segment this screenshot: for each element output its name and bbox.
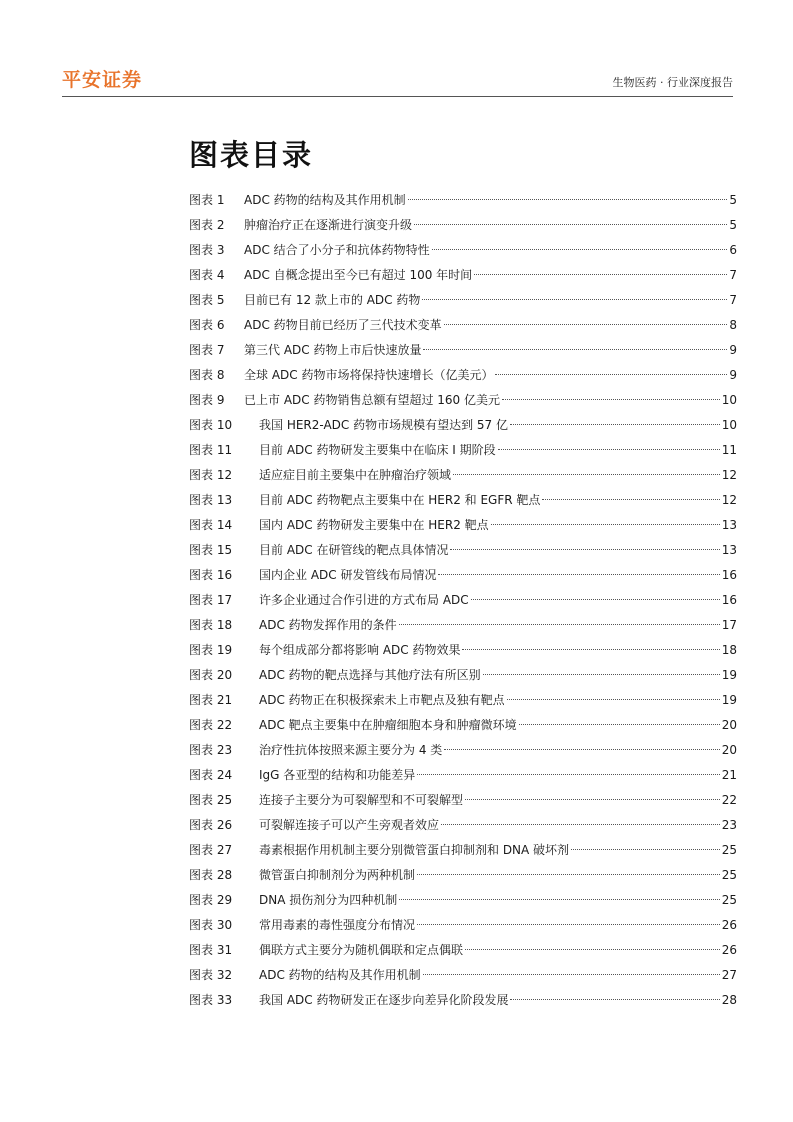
- toc-figure-title: ADC 药物的结构及其作用机制: [259, 968, 421, 982]
- toc-page-number: 11: [721, 443, 737, 457]
- toc-figure-title: 目前 ADC 在研管线的靶点具体情况: [259, 543, 449, 557]
- toc-figure-label: 图表 19: [189, 643, 233, 657]
- toc-page-number: 20: [721, 718, 737, 732]
- toc-dot-leader: [571, 849, 720, 850]
- toc-page-number: 17: [721, 618, 737, 632]
- toc-figure-label: 图表 21: [189, 693, 233, 707]
- toc-page-number: 26: [721, 918, 737, 932]
- toc-dot-leader: [423, 974, 720, 975]
- toc-figure-label: 图表 22: [189, 718, 233, 732]
- toc-page-number: 20: [721, 743, 737, 757]
- toc-page-number: 10: [721, 393, 737, 407]
- toc-page-number: 25: [721, 868, 737, 882]
- toc-figure-label: 图表 14: [189, 518, 233, 532]
- toc-dot-leader: [450, 549, 719, 550]
- toc-figure-label: 图表 13: [189, 493, 233, 507]
- toc-entry[interactable]: [189, 638, 737, 663]
- toc-figure-label: 图表 29: [189, 893, 233, 907]
- toc-figure-title: 毒素根据作用机制主要分别微管蛋白抑制剂和 DNA 破坏剂: [259, 843, 570, 857]
- toc-figure-title: 我国 ADC 药物研发正在逐步向差异化阶段发展: [259, 993, 509, 1007]
- toc-figure-label: 图表 4: [189, 268, 225, 282]
- toc-dot-leader: [417, 874, 720, 875]
- toc-page-number: 12: [721, 468, 737, 482]
- toc-figure-label: 图表 17: [189, 593, 233, 607]
- toc-entry[interactable]: [189, 513, 737, 538]
- toc-dot-leader: [399, 624, 720, 625]
- toc-figure-title: 常用毒素的毒性强度分布情况: [259, 918, 416, 932]
- toc-dot-leader: [465, 799, 720, 800]
- toc-figure-label: 图表 33: [189, 993, 233, 1007]
- toc-page-number: 23: [721, 818, 737, 832]
- toc-page-number: 12: [721, 493, 737, 507]
- toc-entry[interactable]: [189, 438, 737, 463]
- toc-entry[interactable]: [189, 688, 737, 713]
- toc-dot-leader: [438, 574, 719, 575]
- toc-dot-leader: [519, 724, 720, 725]
- toc-page-number: 16: [721, 593, 737, 607]
- toc-figure-title: 每个组成部分都将影响 ADC 药物效果: [259, 643, 461, 657]
- toc-figure-label: 图表 18: [189, 618, 233, 632]
- toc-dot-leader: [462, 649, 719, 650]
- toc-figure-label: 图表 15: [189, 543, 233, 557]
- toc-figure-title: 偶联方式主要分为随机偶联和定点偶联: [259, 943, 464, 957]
- toc-page-number: 16: [721, 568, 737, 582]
- toc-page-number: 7: [729, 268, 737, 282]
- toc-page-number: 8: [729, 318, 737, 332]
- toc-entry[interactable]: [189, 663, 737, 688]
- toc-entry[interactable]: [189, 838, 737, 863]
- toc-figure-title: 微管蛋白抑制剂分为两种机制: [259, 868, 416, 882]
- toc-page-number: 5: [729, 193, 737, 207]
- toc-dot-leader: [441, 824, 720, 825]
- toc-figure-label: 图表 5: [189, 293, 225, 307]
- toc-figure-label: 图表 23: [189, 743, 233, 757]
- toc-dot-leader: [444, 324, 728, 325]
- toc-page-number: 25: [721, 843, 737, 857]
- toc-figure-label: 图表 2: [189, 218, 225, 232]
- toc-entry[interactable]: [189, 813, 737, 838]
- toc-entry[interactable]: [189, 988, 737, 1013]
- toc-dot-leader: [510, 999, 719, 1000]
- header-divider: [62, 96, 733, 97]
- company-logo: 平安证券: [62, 69, 143, 91]
- toc-figure-title: 许多企业通过合作引进的方式布局 ADC: [259, 593, 469, 607]
- toc-figure-title: ADC 自概念提出至今已有超过 100 年时间: [244, 268, 473, 282]
- toc-figure-title: ADC 药物的结构及其作用机制: [244, 193, 406, 207]
- toc-figure-title: 适应症目前主要集中在肿瘤治疗领域: [259, 468, 452, 482]
- toc-entry[interactable]: [189, 888, 737, 913]
- table-of-figures: [189, 188, 737, 1013]
- toc-page-number: 5: [729, 218, 737, 232]
- toc-entry[interactable]: [189, 738, 737, 763]
- toc-entry[interactable]: [189, 313, 737, 338]
- toc-figure-title: ADC 药物的靶点选择与其他疗法有所区别: [259, 668, 481, 682]
- toc-figure-title: 治疗性抗体按照来源主要分为 4 类: [259, 743, 443, 757]
- toc-page-number: 19: [721, 668, 737, 682]
- toc-figure-label: 图表 1: [189, 193, 225, 207]
- toc-figure-title: 可裂解连接子可以产生旁观者效应: [259, 818, 440, 832]
- toc-entry[interactable]: [189, 413, 737, 438]
- toc-dot-leader: [432, 249, 728, 250]
- toc-dot-leader: [502, 399, 720, 400]
- toc-entry[interactable]: [189, 288, 737, 313]
- toc-figure-title: ADC 靶点主要集中在肿瘤细胞本身和肿瘤微环境: [259, 718, 517, 732]
- toc-entry[interactable]: [189, 913, 737, 938]
- toc-figure-title: DNA 损伤剂分为四种机制: [259, 893, 398, 907]
- toc-entry[interactable]: [189, 538, 737, 563]
- toc-figure-label: 图表 10: [189, 418, 233, 432]
- toc-figure-label: 图表 11: [189, 443, 233, 457]
- toc-entry[interactable]: [189, 238, 737, 263]
- page-title: 图表目录: [189, 138, 314, 172]
- toc-figure-title: 国内 ADC 药物研发主要集中在 HER2 靶点: [259, 518, 489, 532]
- toc-page-number: 27: [721, 968, 737, 982]
- toc-dot-leader: [465, 949, 720, 950]
- toc-page-number: 9: [729, 368, 737, 382]
- toc-figure-title: 全球 ADC 药物市场将保持快速增长（亿美元）: [244, 368, 494, 382]
- toc-dot-leader: [422, 299, 727, 300]
- toc-entry[interactable]: [189, 388, 737, 413]
- toc-figure-title: ADC 药物正在积极探索未上市靶点及独有靶点: [259, 693, 505, 707]
- toc-dot-leader: [417, 924, 720, 925]
- toc-figure-title: IgG 各亚型的结构和功能差异: [259, 768, 416, 782]
- toc-figure-label: 图表 27: [189, 843, 233, 857]
- toc-dot-leader: [408, 199, 728, 200]
- toc-entry[interactable]: [189, 963, 737, 988]
- toc-entry[interactable]: [189, 763, 737, 788]
- toc-page-number: 9: [729, 343, 737, 357]
- toc-entry[interactable]: [189, 713, 737, 738]
- toc-entry[interactable]: [189, 188, 737, 213]
- toc-page-number: 19: [721, 693, 737, 707]
- toc-figure-title: 已上市 ADC 药物销售总额有望超过 160 亿美元: [244, 393, 500, 407]
- toc-dot-leader: [423, 349, 727, 350]
- toc-entry[interactable]: [189, 463, 737, 488]
- toc-figure-label: 图表 7: [189, 343, 225, 357]
- toc-figure-title: 连接子主要分为可裂解型和不可裂解型: [259, 793, 464, 807]
- toc-entry[interactable]: [189, 788, 737, 813]
- toc-dot-leader: [507, 699, 720, 700]
- toc-dot-leader: [453, 474, 720, 475]
- toc-dot-leader: [483, 674, 720, 675]
- toc-page-number: 7: [729, 293, 737, 307]
- toc-page-number: 26: [721, 943, 737, 957]
- toc-figure-title: 目前 ADC 药物研发主要集中在临床 I 期阶段: [259, 443, 496, 457]
- toc-figure-label: 图表 9: [189, 393, 225, 407]
- toc-page-number: 18: [721, 643, 737, 657]
- report-type: 生物医药 · 行业深度报告: [612, 76, 733, 89]
- toc-figure-title: 我国 HER2-ADC 药物市场规模有望达到 57 亿: [259, 418, 509, 432]
- toc-page-number: 13: [721, 543, 737, 557]
- toc-figure-title: 目前已有 12 款上市的 ADC 药物: [244, 293, 421, 307]
- toc-dot-leader: [414, 224, 727, 225]
- toc-dot-leader: [399, 899, 719, 900]
- toc-dot-leader: [474, 274, 727, 275]
- toc-entry[interactable]: [189, 863, 737, 888]
- toc-figure-label: 图表 25: [189, 793, 233, 807]
- toc-figure-label: 图表 26: [189, 818, 233, 832]
- toc-figure-title: ADC 结合了小分子和抗体药物特性: [244, 243, 430, 257]
- toc-figure-label: 图表 16: [189, 568, 233, 582]
- toc-figure-label: 图表 3: [189, 243, 225, 257]
- toc-figure-title: 第三代 ADC 药物上市后快速放量: [244, 343, 422, 357]
- toc-entry[interactable]: [189, 338, 737, 363]
- toc-dot-leader: [491, 524, 720, 525]
- toc-entry[interactable]: [189, 488, 737, 513]
- toc-dot-leader: [444, 749, 719, 750]
- page-header: [62, 62, 733, 98]
- toc-dot-leader: [542, 499, 719, 500]
- toc-entry[interactable]: [189, 938, 737, 963]
- toc-entry[interactable]: [189, 263, 737, 288]
- toc-figure-label: 图表 32: [189, 968, 233, 982]
- toc-dot-leader: [495, 374, 727, 375]
- toc-figure-label: 图表 24: [189, 768, 233, 782]
- toc-page-number: 28: [721, 993, 737, 1007]
- toc-figure-label: 图表 6: [189, 318, 225, 332]
- toc-entry[interactable]: [189, 213, 737, 238]
- toc-dot-leader: [498, 449, 720, 450]
- toc-figure-title: 肿瘤治疗正在逐渐进行演变升级: [244, 218, 413, 232]
- toc-figure-label: 图表 20: [189, 668, 233, 682]
- toc-page-number: 13: [721, 518, 737, 532]
- toc-page-number: 25: [721, 893, 737, 907]
- toc-page-number: 22: [721, 793, 737, 807]
- toc-dot-leader: [510, 424, 720, 425]
- toc-figure-title: 目前 ADC 药物靶点主要集中在 HER2 和 EGFR 靶点: [259, 493, 541, 507]
- toc-entry[interactable]: [189, 588, 737, 613]
- toc-figure-title: ADC 药物目前已经历了三代技术变革: [244, 318, 442, 332]
- toc-page-number: 21: [721, 768, 737, 782]
- toc-figure-label: 图表 30: [189, 918, 233, 932]
- toc-entry[interactable]: [189, 613, 737, 638]
- toc-page-number: 6: [729, 243, 737, 257]
- toc-figure-label: 图表 28: [189, 868, 233, 882]
- toc-figure-label: 图表 31: [189, 943, 233, 957]
- toc-figure-label: 图表 12: [189, 468, 233, 482]
- toc-page-number: 10: [721, 418, 737, 432]
- toc-entry[interactable]: [189, 563, 737, 588]
- toc-dot-leader: [417, 774, 719, 775]
- toc-figure-title: ADC 药物发挥作用的条件: [259, 618, 397, 632]
- toc-figure-label: 图表 8: [189, 368, 225, 382]
- toc-dot-leader: [471, 599, 720, 600]
- toc-figure-title: 国内企业 ADC 研发管线布局情况: [259, 568, 437, 582]
- toc-entry[interactable]: [189, 363, 737, 388]
